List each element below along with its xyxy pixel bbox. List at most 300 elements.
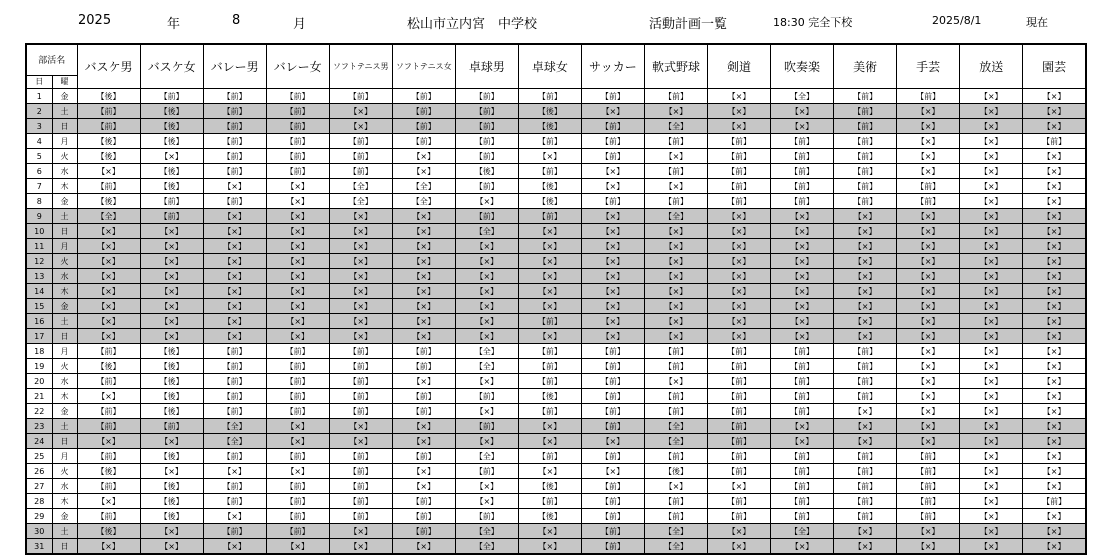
- day-cell: 8: [26, 194, 52, 209]
- status-cell: 【×】: [518, 329, 581, 344]
- weekday-cell: 木: [52, 494, 77, 509]
- status-cell: 【全】: [455, 344, 518, 359]
- status-cell: 【前】: [581, 359, 644, 374]
- status-cell: 【全】: [455, 524, 518, 539]
- status-cell: 【×】: [329, 299, 392, 314]
- status-cell: 【前】: [455, 509, 518, 524]
- status-cell: 【前】: [581, 509, 644, 524]
- day-cell: 18: [26, 344, 52, 359]
- status-cell: 【前】: [329, 389, 392, 404]
- status-cell: 【後】: [77, 149, 140, 164]
- status-cell: 【後】: [140, 359, 203, 374]
- status-cell: 【前】: [392, 89, 455, 104]
- status-cell: 【×】: [644, 254, 707, 269]
- status-cell: 【前】: [266, 119, 329, 134]
- school-name: 松山市立内宮 中学校: [407, 17, 538, 32]
- status-cell: 【前】: [203, 134, 266, 149]
- status-cell: 【×】: [581, 239, 644, 254]
- status-cell: 【前】: [518, 374, 581, 389]
- status-cell: 【×】: [266, 434, 329, 449]
- day-cell: 2: [26, 104, 52, 119]
- status-cell: 【前】: [644, 134, 707, 149]
- status-cell: 【×】: [203, 314, 266, 329]
- status-cell: 【前】: [203, 524, 266, 539]
- status-cell: 【×】: [140, 224, 203, 239]
- status-cell: 【×】: [203, 329, 266, 344]
- status-cell: 【前】: [897, 194, 960, 209]
- status-cell: 【全】: [644, 209, 707, 224]
- status-cell: 【×】: [266, 329, 329, 344]
- status-cell: 【前】: [518, 449, 581, 464]
- status-cell: 【前】: [581, 449, 644, 464]
- status-cell: 【後】: [518, 479, 581, 494]
- table-row: [26, 164, 1086, 179]
- status-cell: 【×】: [707, 539, 770, 555]
- status-cell: 【×】: [644, 314, 707, 329]
- weekday-cell: 水: [52, 164, 77, 179]
- status-cell: 【後】: [140, 119, 203, 134]
- club-header: バスケ男: [77, 44, 140, 89]
- year: 2025: [78, 13, 112, 28]
- status-cell: 【前】: [581, 194, 644, 209]
- status-cell: 【前】: [329, 464, 392, 479]
- status-cell: 【×】: [771, 254, 834, 269]
- day-cell: 14: [26, 284, 52, 299]
- status-cell: 【前】: [897, 509, 960, 524]
- status-cell: 【前】: [455, 89, 518, 104]
- day-cell: 21: [26, 389, 52, 404]
- status-cell: 【×】: [1023, 434, 1086, 449]
- status-cell: 【×】: [707, 299, 770, 314]
- status-cell: 【×】: [518, 539, 581, 555]
- weekday-cell: 日: [52, 434, 77, 449]
- status-cell: 【×】: [455, 479, 518, 494]
- status-cell: 【前】: [455, 179, 518, 194]
- status-cell: 【×】: [834, 239, 897, 254]
- schedule-body: [26, 89, 1086, 555]
- status-cell: 【×】: [1023, 179, 1086, 194]
- status-cell: 【前】: [897, 479, 960, 494]
- table-row: [26, 299, 1086, 314]
- status-cell: 【前】: [707, 164, 770, 179]
- status-cell: 【前】: [771, 359, 834, 374]
- status-cell: 【全】: [644, 524, 707, 539]
- status-cell: 【×】: [644, 374, 707, 389]
- status-cell: 【前】: [203, 449, 266, 464]
- status-cell: 【前】: [771, 494, 834, 509]
- status-cell: 【前】: [581, 149, 644, 164]
- weekday-cell: 土: [52, 524, 77, 539]
- status-cell: 【前】: [644, 389, 707, 404]
- status-cell: 【×】: [77, 329, 140, 344]
- status-cell: 【×】: [140, 239, 203, 254]
- status-cell: 【×】: [1023, 224, 1086, 239]
- weekday-cell: 金: [52, 299, 77, 314]
- table-row: [26, 419, 1086, 434]
- status-cell: 【前】: [581, 539, 644, 555]
- status-cell: 【×】: [581, 329, 644, 344]
- status-cell: 【×】: [771, 284, 834, 299]
- status-cell: 【×】: [1023, 269, 1086, 284]
- status-cell: 【×】: [834, 524, 897, 539]
- status-cell: 【×】: [960, 434, 1023, 449]
- status-cell: 【×】: [960, 419, 1023, 434]
- status-cell: 【×】: [771, 209, 834, 224]
- status-cell: 【前】: [581, 389, 644, 404]
- day-cell: 25: [26, 449, 52, 464]
- status-cell: 【前】: [329, 359, 392, 374]
- status-cell: 【×】: [644, 224, 707, 239]
- status-cell: 【前】: [203, 149, 266, 164]
- year-unit: 年: [167, 17, 181, 32]
- status-cell: 【前】: [707, 374, 770, 389]
- status-cell: 【×】: [392, 164, 455, 179]
- status-cell: 【×】: [140, 254, 203, 269]
- status-cell: 【前】: [329, 404, 392, 419]
- status-cell: 【前】: [518, 164, 581, 179]
- day-cell: 9: [26, 209, 52, 224]
- status-cell: 【前】: [392, 509, 455, 524]
- status-cell: 【前】: [834, 344, 897, 359]
- status-cell: 【×】: [392, 539, 455, 555]
- status-cell: 【前】: [266, 509, 329, 524]
- status-cell: 【×】: [960, 224, 1023, 239]
- status-cell: 【×】: [329, 269, 392, 284]
- status-cell: 【×】: [1023, 449, 1086, 464]
- status-cell: 【後】: [77, 524, 140, 539]
- status-cell: 【×】: [266, 224, 329, 239]
- table-row: [26, 314, 1086, 329]
- day-cell: 20: [26, 374, 52, 389]
- status-cell: 【×】: [834, 314, 897, 329]
- status-cell: 【前】: [518, 344, 581, 359]
- day-cell: 29: [26, 509, 52, 524]
- status-cell: 【前】: [834, 89, 897, 104]
- status-cell: 【前】: [771, 404, 834, 419]
- table-row: [26, 149, 1086, 164]
- status-cell: 【×】: [77, 434, 140, 449]
- status-cell: 【×】: [581, 314, 644, 329]
- status-cell: 【×】: [897, 539, 960, 555]
- status-cell: 【前】: [771, 344, 834, 359]
- month-unit: 月: [293, 17, 307, 32]
- status-cell: 【前】: [644, 509, 707, 524]
- day-cell: 5: [26, 149, 52, 164]
- status-cell: 【×】: [329, 434, 392, 449]
- weekday-cell: 火: [52, 464, 77, 479]
- status-cell: 【×】: [140, 524, 203, 539]
- table-row: [26, 524, 1086, 539]
- status-cell: 【×】: [1023, 194, 1086, 209]
- weekday-cell: 土: [52, 104, 77, 119]
- weekday-cell: 月: [52, 344, 77, 359]
- table-row: [26, 254, 1086, 269]
- status-cell: 【前】: [455, 419, 518, 434]
- status-cell: 【前】: [581, 524, 644, 539]
- status-cell: 【×】: [329, 539, 392, 555]
- status-cell: 【×】: [1023, 329, 1086, 344]
- status-cell: 【×】: [960, 329, 1023, 344]
- status-cell: 【×】: [897, 299, 960, 314]
- status-cell: 【前】: [518, 494, 581, 509]
- weekday-cell: 月: [52, 134, 77, 149]
- status-cell: 【×】: [455, 329, 518, 344]
- table-row: [26, 389, 1086, 404]
- status-cell: 【前】: [518, 209, 581, 224]
- status-cell: 【×】: [581, 254, 644, 269]
- weekday-cell: 木: [52, 284, 77, 299]
- status-cell: 【×】: [455, 314, 518, 329]
- status-cell: 【×】: [707, 254, 770, 269]
- status-cell: 【前】: [581, 374, 644, 389]
- status-cell: 【前】: [771, 389, 834, 404]
- status-cell: 【×】: [77, 239, 140, 254]
- weekday-cell: 日: [52, 329, 77, 344]
- status-cell: 【×】: [266, 194, 329, 209]
- status-cell: 【×】: [771, 419, 834, 434]
- status-cell: 【×】: [834, 434, 897, 449]
- status-cell: 【×】: [960, 194, 1023, 209]
- status-cell: 【前】: [266, 494, 329, 509]
- status-cell: 【×】: [707, 89, 770, 104]
- status-cell: 【×】: [960, 239, 1023, 254]
- status-cell: 【×】: [203, 239, 266, 254]
- status-cell: 【前】: [644, 449, 707, 464]
- status-cell: 【×】: [897, 524, 960, 539]
- weekday-cell: 日: [52, 224, 77, 239]
- status-cell: 【全】: [392, 179, 455, 194]
- status-cell: 【×】: [644, 239, 707, 254]
- weekday-cell: 火: [52, 149, 77, 164]
- status-cell: 【前】: [203, 359, 266, 374]
- status-cell: 【×】: [392, 419, 455, 434]
- status-cell: 【×】: [581, 224, 644, 239]
- status-cell: 【×】: [203, 464, 266, 479]
- status-cell: 【×】: [960, 509, 1023, 524]
- status-cell: 【全】: [455, 359, 518, 374]
- status-cell: 【前】: [834, 449, 897, 464]
- status-cell: 【後】: [140, 509, 203, 524]
- table-row: [26, 209, 1086, 224]
- status-cell: 【×】: [897, 104, 960, 119]
- status-cell: 【前】: [897, 449, 960, 464]
- status-cell: 【×】: [707, 224, 770, 239]
- status-cell: 【前】: [834, 494, 897, 509]
- status-cell: 【後】: [455, 164, 518, 179]
- status-cell: 【×】: [960, 449, 1023, 464]
- day-cell: 27: [26, 479, 52, 494]
- status-cell: 【×】: [897, 434, 960, 449]
- status-cell: 【×】: [897, 149, 960, 164]
- status-cell: 【×】: [392, 284, 455, 299]
- status-cell: 【×】: [960, 374, 1023, 389]
- status-cell: 【後】: [518, 119, 581, 134]
- status-cell: 【×】: [897, 164, 960, 179]
- status-cell: 【×】: [834, 269, 897, 284]
- status-cell: 【×】: [897, 374, 960, 389]
- status-cell: 【前】: [518, 89, 581, 104]
- table-row: [26, 479, 1086, 494]
- status-cell: 【×】: [897, 419, 960, 434]
- status-cell: 【×】: [203, 299, 266, 314]
- status-cell: 【前】: [77, 449, 140, 464]
- status-cell: 【前】: [266, 404, 329, 419]
- status-cell: 【前】: [77, 179, 140, 194]
- club-header: バレー男: [203, 44, 266, 89]
- status-cell: 【×】: [771, 239, 834, 254]
- status-cell: 【全】: [203, 434, 266, 449]
- status-cell: 【×】: [960, 284, 1023, 299]
- status-cell: 【前】: [707, 389, 770, 404]
- status-cell: 【前】: [392, 389, 455, 404]
- status-cell: 【後】: [140, 479, 203, 494]
- status-cell: 【×】: [960, 404, 1023, 419]
- status-cell: 【×】: [1023, 404, 1086, 419]
- status-cell: 【全】: [77, 209, 140, 224]
- status-cell: 【前】: [834, 464, 897, 479]
- status-cell: 【×】: [266, 539, 329, 555]
- day-cell: 23: [26, 419, 52, 434]
- day-cell: 12: [26, 254, 52, 269]
- status-cell: 【×】: [392, 374, 455, 389]
- status-cell: 【×】: [834, 224, 897, 239]
- status-cell: 【後】: [644, 464, 707, 479]
- weekday-cell: 月: [52, 239, 77, 254]
- status-cell: 【×】: [518, 284, 581, 299]
- status-cell: 【前】: [329, 149, 392, 164]
- status-cell: 【×】: [455, 239, 518, 254]
- table-row: [26, 329, 1086, 344]
- status-cell: 【×】: [455, 374, 518, 389]
- status-cell: 【×】: [329, 209, 392, 224]
- status-cell: 【前】: [203, 119, 266, 134]
- day-cell: 16: [26, 314, 52, 329]
- status-cell: 【×】: [1023, 149, 1086, 164]
- status-cell: 【前】: [455, 149, 518, 164]
- status-cell: 【後】: [140, 374, 203, 389]
- status-cell: 【前】: [771, 164, 834, 179]
- status-cell: 【前】: [581, 344, 644, 359]
- weekday-cell: 水: [52, 479, 77, 494]
- status-cell: 【×】: [455, 269, 518, 284]
- status-cell: 【後】: [518, 194, 581, 209]
- status-cell: 【×】: [392, 329, 455, 344]
- status-cell: 【×】: [771, 119, 834, 134]
- status-cell: 【前】: [834, 179, 897, 194]
- status-cell: 【前】: [707, 449, 770, 464]
- status-cell: 【前】: [329, 344, 392, 359]
- status-cell: 【前】: [707, 509, 770, 524]
- status-cell: 【×】: [581, 269, 644, 284]
- status-cell: 【前】: [455, 119, 518, 134]
- status-cell: 【後】: [140, 389, 203, 404]
- status-cell: 【×】: [1023, 389, 1086, 404]
- weekday-label: 曜: [52, 75, 77, 88]
- status-cell: 【前】: [392, 134, 455, 149]
- status-cell: 【前】: [1023, 494, 1086, 509]
- status-cell: 【前】: [203, 479, 266, 494]
- weekday-cell: 金: [52, 89, 77, 104]
- status-cell: 【×】: [897, 404, 960, 419]
- status-cell: 【前】: [771, 149, 834, 164]
- status-cell: 【×】: [960, 254, 1023, 269]
- weekday-cell: 金: [52, 509, 77, 524]
- weekday-cell: 木: [52, 179, 77, 194]
- status-cell: 【×】: [834, 419, 897, 434]
- status-cell: 【全】: [644, 539, 707, 555]
- status-cell: 【×】: [960, 119, 1023, 134]
- club-header: 手芸: [897, 44, 960, 89]
- status-cell: 【前】: [77, 419, 140, 434]
- status-cell: 【×】: [897, 269, 960, 284]
- status-cell: 【×】: [834, 404, 897, 419]
- status-cell: 【×】: [266, 239, 329, 254]
- status-cell: 【×】: [329, 314, 392, 329]
- status-cell: 【×】: [1023, 419, 1086, 434]
- status-cell: 【×】: [707, 119, 770, 134]
- status-cell: 【×】: [518, 464, 581, 479]
- status-cell: 【×】: [834, 539, 897, 555]
- weekday-cell: 火: [52, 359, 77, 374]
- status-cell: 【×】: [581, 284, 644, 299]
- day-cell: 17: [26, 329, 52, 344]
- status-cell: 【×】: [203, 254, 266, 269]
- status-cell: 【後】: [140, 404, 203, 419]
- club-header: 軟式野球: [644, 44, 707, 89]
- status-cell: 【×】: [329, 419, 392, 434]
- status-cell: 【前】: [329, 374, 392, 389]
- status-cell: 【×】: [960, 359, 1023, 374]
- table-row: [26, 434, 1086, 449]
- status-cell: 【×】: [518, 239, 581, 254]
- status-cell: 【前】: [455, 209, 518, 224]
- status-cell: 【前】: [140, 419, 203, 434]
- status-cell: 【×】: [581, 434, 644, 449]
- status-cell: 【前】: [644, 164, 707, 179]
- day-cell: 31: [26, 539, 52, 555]
- status-cell: 【×】: [771, 329, 834, 344]
- status-cell: 【前】: [392, 494, 455, 509]
- plan-title: 活動計画一覧: [649, 17, 728, 32]
- status-cell: 【前】: [707, 194, 770, 209]
- status-cell: 【後】: [140, 179, 203, 194]
- status-cell: 【×】: [392, 224, 455, 239]
- status-cell: 【後】: [140, 104, 203, 119]
- status-cell: 【×】: [1023, 314, 1086, 329]
- weekday-cell: 土: [52, 419, 77, 434]
- status-cell: 【後】: [140, 134, 203, 149]
- status-cell: 【×】: [203, 179, 266, 194]
- status-cell: 【×】: [897, 209, 960, 224]
- status-cell: 【後】: [518, 179, 581, 194]
- status-cell: 【前】: [644, 494, 707, 509]
- status-cell: 【×】: [1023, 479, 1086, 494]
- table-row: [26, 224, 1086, 239]
- status-cell: 【×】: [77, 284, 140, 299]
- status-cell: 【×】: [644, 269, 707, 284]
- status-cell: 【×】: [771, 269, 834, 284]
- status-cell: 【×】: [960, 164, 1023, 179]
- day-cell: 19: [26, 359, 52, 374]
- status-cell: 【前】: [455, 389, 518, 404]
- status-cell: 【後】: [140, 494, 203, 509]
- status-cell: 【×】: [392, 479, 455, 494]
- status-cell: 【×】: [1023, 539, 1086, 555]
- status-cell: 【前】: [834, 359, 897, 374]
- status-cell: 【前】: [266, 344, 329, 359]
- status-cell: 【×】: [392, 209, 455, 224]
- status-cell: 【×】: [644, 299, 707, 314]
